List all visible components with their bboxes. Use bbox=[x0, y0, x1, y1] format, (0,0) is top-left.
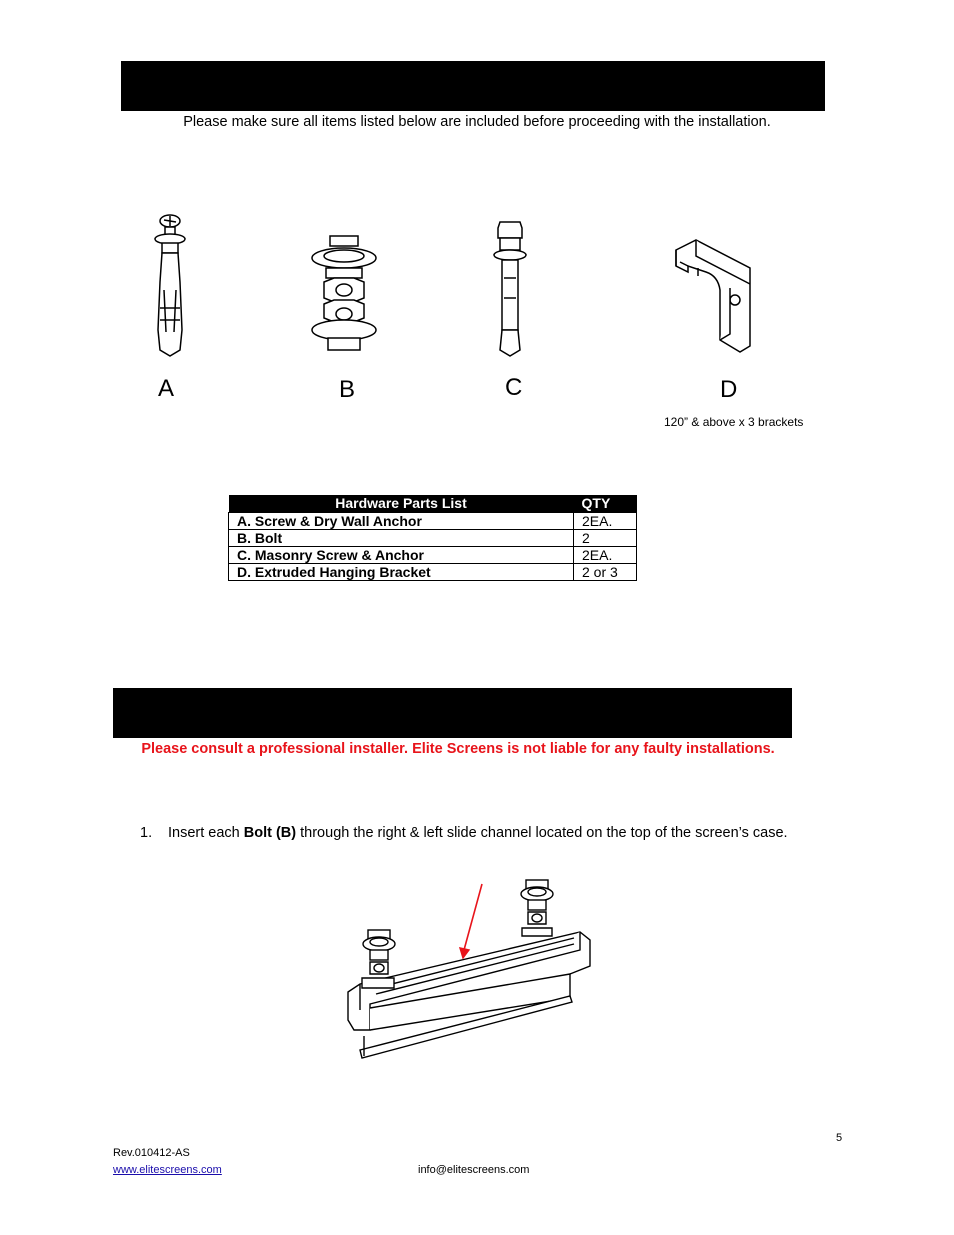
part-d-hanging-bracket-drawing bbox=[668, 238, 754, 358]
table-header-name: Hardware Parts List bbox=[229, 495, 574, 513]
page-number: 5 bbox=[836, 1132, 843, 1144]
part-a-label: A bbox=[158, 375, 175, 402]
section-header-bar-contents bbox=[121, 61, 825, 111]
part-name-cell: A. Screw & Dry Wall Anchor bbox=[229, 513, 574, 530]
part-c-masonry-screw-drawing bbox=[490, 218, 530, 358]
table-header-qty: QTY bbox=[574, 495, 637, 513]
part-qty-cell: 2EA. bbox=[574, 513, 637, 530]
step-number: 1. bbox=[140, 825, 153, 841]
revision-code: Rev.010412-AS bbox=[113, 1147, 190, 1159]
part-b-bolt-drawing bbox=[308, 234, 380, 354]
step-bold-part: Bolt (B) bbox=[243, 825, 297, 841]
table-row bbox=[229, 513, 637, 530]
table-header-row bbox=[229, 495, 637, 513]
bracket-quantity-note: 120” & above x 3 brackets bbox=[664, 415, 804, 429]
part-qty-cell: 2 bbox=[574, 530, 637, 547]
part-qty-cell: 2EA. bbox=[574, 547, 637, 564]
part-name-cell: C. Masonry Screw & Anchor bbox=[229, 547, 574, 564]
email-address: info@elitescreens.com bbox=[418, 1164, 530, 1176]
website-link[interactable]: www.elitescreens.com bbox=[113, 1164, 222, 1176]
table-row bbox=[229, 547, 637, 564]
part-c-label: C bbox=[505, 374, 523, 401]
table-row bbox=[229, 530, 637, 547]
part-name-cell: D. Extruded Hanging Bracket bbox=[229, 564, 574, 581]
table-row bbox=[229, 564, 637, 581]
part-d-label: D bbox=[720, 376, 738, 403]
part-name-cell: B. Bolt bbox=[229, 530, 574, 547]
part-qty-cell: 2 or 3 bbox=[574, 564, 637, 581]
part-a-screw-anchor-drawing bbox=[148, 212, 198, 360]
screen-case-bolts-illustration bbox=[330, 870, 600, 1075]
installer-warning: Please consult a professional installer. Elite Screens is not liable for any faulty installations. bbox=[141, 741, 775, 757]
step-text-before: Insert each bbox=[168, 825, 244, 841]
hardware-parts-table bbox=[228, 495, 637, 581]
instruction-step-1 bbox=[140, 825, 788, 841]
part-b-label: B bbox=[339, 376, 356, 403]
step-text-after: through the right & left slide channel located on the top of the screen’s case. bbox=[296, 825, 788, 841]
intro-text: Please make sure all items listed below are included before proceeding with the installation. bbox=[183, 114, 771, 130]
section-header-bar-installation bbox=[113, 688, 792, 738]
